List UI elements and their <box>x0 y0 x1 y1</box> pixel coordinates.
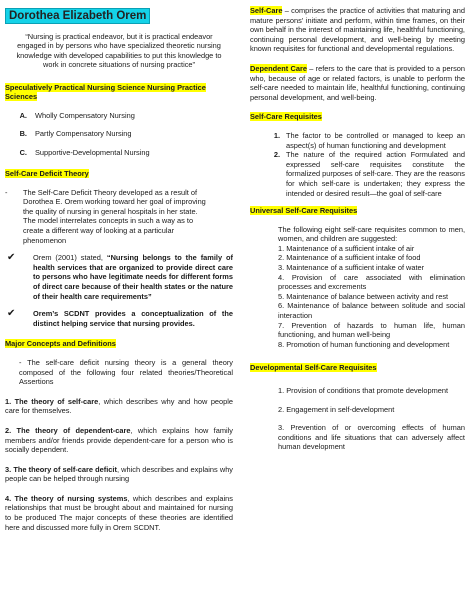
theory-nursing-systems: 4. The theory of nursing systems, which describes and explains relationships that must be brought about and maintained for nursing to be produced The major concepts of these theories are identified here and discussed more fully in Orem SCDNT. <box>5 493 233 532</box>
developmental-heading: Developmental Self-Care Requisites <box>250 363 377 373</box>
universal-item-8: 8. Promotion of human functioning and development <box>278 339 450 349</box>
theory-self-care: 1. The theory of self-care, which describes why and how people care for themselves. <box>5 396 234 416</box>
universal-item-7: 7. Prevention of hazards to human life, human functioning, and human well-being <box>278 320 465 340</box>
developmental-item-2: 2. Engagement in self-development <box>278 404 395 414</box>
concepts-heading: Major Concepts and Definitions <box>5 339 116 349</box>
concepts-intro: - The self-care deficit nursing theory is a general theory composed of the following four related theories/Theoretical Assertions <box>19 357 233 387</box>
universal-item-5: 5. Maintenance of balance between activity and rest <box>278 291 449 301</box>
requisite-item-2: 2. The nature of the required action Formulated and expressed self-care requisites constitute the formalized purposes of self-care. They are the reasons for which self-care is undertaken; they express the intended or desired result—the goal of self-care <box>273 150 465 198</box>
checklist-item-scdnt: ✔ Orem’s SCDNT provides a conceptualization of the distinct helping service that nursing provides. <box>7 308 233 328</box>
requisites-heading: Self-Care Requisites <box>250 112 322 122</box>
universal-item-3: 3. Maintenance of a sufficient intake of water <box>278 263 425 273</box>
dependent-care-definition: Dependent Care – refers to the care that is provided to a person who, because of age or related factors, is unable to perform the self-care needed to maintain life, healthful functioning, continuing personal development, and well-being. <box>250 63 465 102</box>
universal-item-6: 6. Maintenance of balance between solitude and social interaction <box>278 301 465 321</box>
science-item-c: C. Supportive-Developmental Nursing <box>19 147 150 157</box>
orem-quote: “Nursing is practical endeavor, but it is practical endeavor engaged in by persons who have specialized theoretic nursing knowledge with developed capabilities to put this knowledge to work in concrete situations of nursing practice” <box>16 32 222 70</box>
universal-heading: Universal Self-Care Requisites <box>250 206 358 216</box>
deficit-heading: Self-Care Deficit Theory <box>5 169 89 179</box>
universal-intro: The following eight self-care requisites common to men, women, and children are suggested: <box>278 224 465 244</box>
right-column <box>250 6 465 452</box>
dash-bullet: - <box>5 187 8 197</box>
left-column <box>5 6 233 532</box>
theory-dependent-care: 2. The theory of dependent-care, which explains how family members and/or friends provide dependent-care for a person who is socially dependent. <box>5 425 233 455</box>
universal-item-2: 2. Maintenance of a sufficient intake of food <box>278 253 421 263</box>
deficit-paragraph: - The Self-Care Deficit Theory developed as a result of Dorothea E. Orem working toward her goal of improving the quality of nursing in general hospitals in her state. The model interrelates concepts in such a way as to create a different way of looking at a particular phenomenon <box>5 187 206 245</box>
developmental-item-1: 1. Provision of conditions that promote development <box>278 386 449 395</box>
requisite-item-1: 1. The factor to be controlled or managed to keep an aspect(s) of human functioning and development <box>273 130 465 150</box>
checklist-item-orem-2001: ✔ Orem (2001) stated, “Nursing belongs to the family of health services that are organized to provide direct care to persons who have legitimate needs for different forms of direct care because of their health states or the nature of their health care requirements” <box>7 252 233 301</box>
speculative-heading: Speculatively Practical Nursing Science Nursing Practice Sciences <box>5 82 206 102</box>
checkmark-icon: ✔ <box>7 308 16 320</box>
science-item-a: A. Wholly Compensatory Nursing <box>19 110 135 120</box>
sciences-list <box>5 111 233 157</box>
science-item-b: B. Partly Compensatory Nursing <box>19 129 132 139</box>
checkmark-icon: ✔ <box>7 252 16 264</box>
document-title: Dorothea Elizabeth Orem <box>5 8 150 24</box>
theory-self-care-deficit: 3. The theory of self-care deficit, which describes and explains why people can be helped through nursing <box>5 464 233 484</box>
universal-item-4: 4. Provision of care associated with elimination processes and excrements <box>278 272 465 292</box>
self-care-definition: Self-Care – comprises the practice of activities that maturing and mature persons' initiate and perform, within time frames, on their own behalf in the interest of maintaining life, healthful functioning, continuing personal development, and well-being by meeting known requisites for functional and developmental regulations. <box>250 6 465 54</box>
universal-item-1: 1. Maintenance of a sufficient intake of air <box>278 243 415 253</box>
developmental-item-3: 3. Prevention of or overcoming effects of human conditions and life situations that can adversely affect human development <box>278 423 465 452</box>
